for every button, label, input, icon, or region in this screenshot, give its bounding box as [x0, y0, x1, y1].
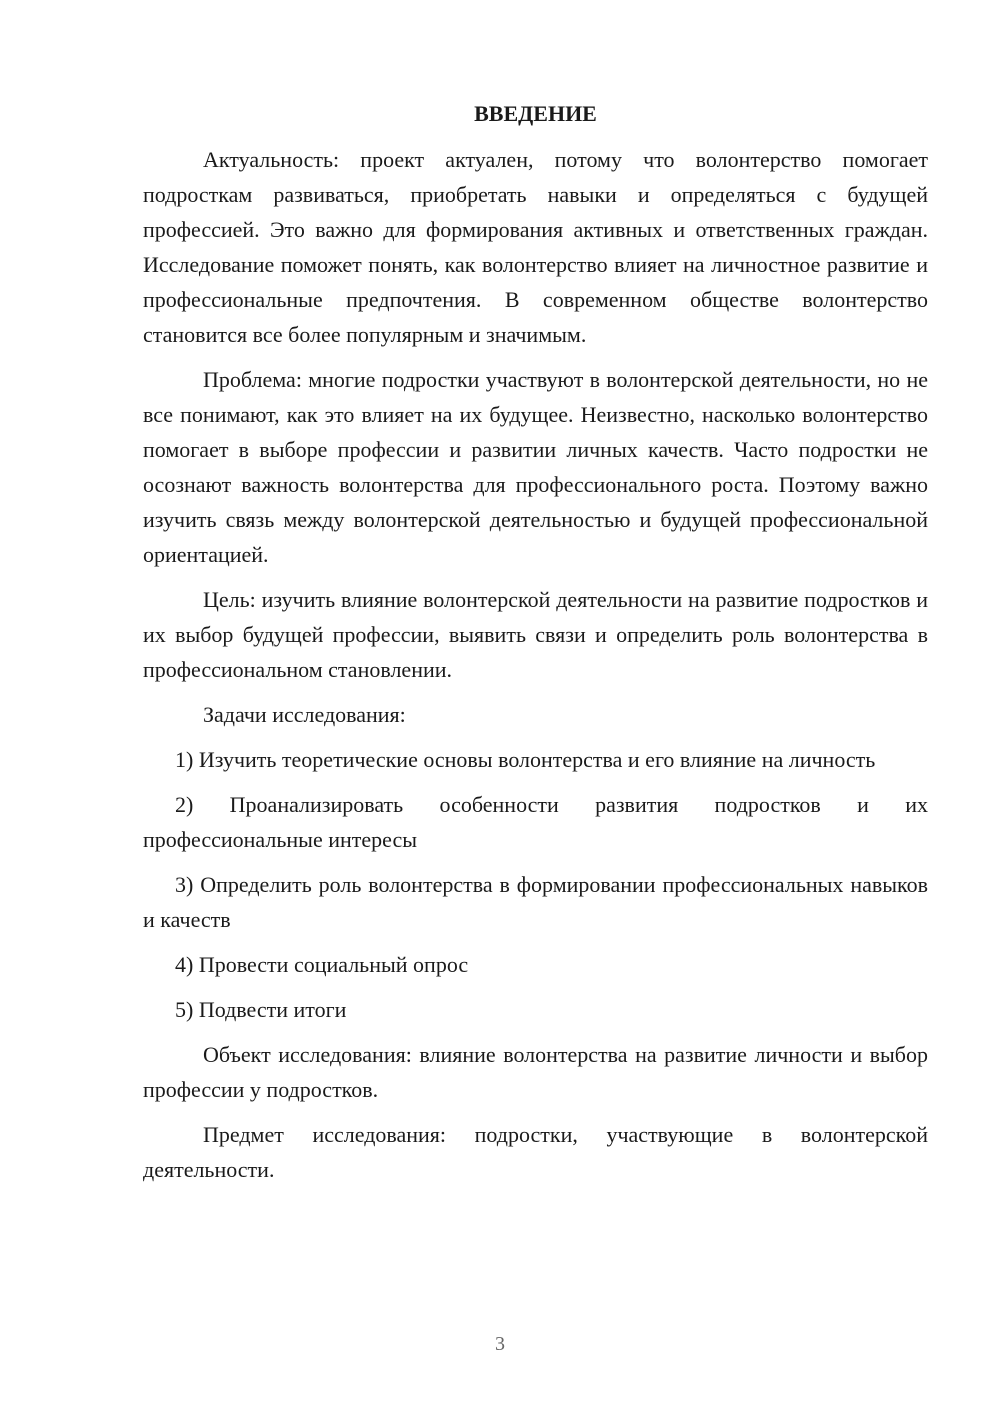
page-number: 3 [495, 1333, 505, 1355]
task-item-5: 5) Подвести итоги [175, 997, 347, 1022]
problem-paragraph: Проблема: многие подростки участвуют в волонтерской деятельности, но не все понимают, как это влияет на их будущее. Неизвестно, насколько волонтерство помогает в выборе профессии и развитии личных качеств. Часто подростки не осознают важность волонтерства для профессионального роста. Поэтому важно изучить связь между волонтерской деятельностью и будущей профессиональной ориентацией. [143, 367, 928, 567]
tasks-heading: Задачи исследования: [203, 702, 406, 727]
task-item-2: 2) Проанализировать особенности развития подростков и их профессиональные интересы [143, 792, 928, 852]
task-item-4: 4) Провести социальный опрос [175, 952, 469, 977]
object-paragraph: Объект исследования: влияние волонтерства на развитие личности и выбор профессии у подростков. [143, 1042, 928, 1102]
section-title: ВВЕДЕНИЕ [474, 101, 597, 126]
document-body [143, 96, 928, 1187]
task-item-1: 1) Изучить теоретические основы волонтерства и его влияние на личность [175, 747, 876, 772]
task-item-3: 3) Определить роль волонтерства в формировании профессиональных навыков и качеств [143, 872, 928, 932]
goal-paragraph: Цель: изучить влияние волонтерской деятельности на развитие подростков и их выбор будущей профессии, выявить связи и определить роль волонтерства в профессиональном становлении. [143, 587, 928, 682]
subject-paragraph: Предмет исследования: подростки, участвующие в волонтерской деятельности. [143, 1122, 928, 1182]
relevance-paragraph: Актуальность: проект актуален, потому что волонтерство помогает подросткам развиваться, приобретать навыки и определяться с будущей профессией. Это важно для формирования активных и ответственных граждан. Исследование поможет понять, как волонтерство влияет на личностное развитие и профессиональные предпочтения. В современном обществе волонтерство становится все более популярным и значимым. [143, 147, 928, 347]
